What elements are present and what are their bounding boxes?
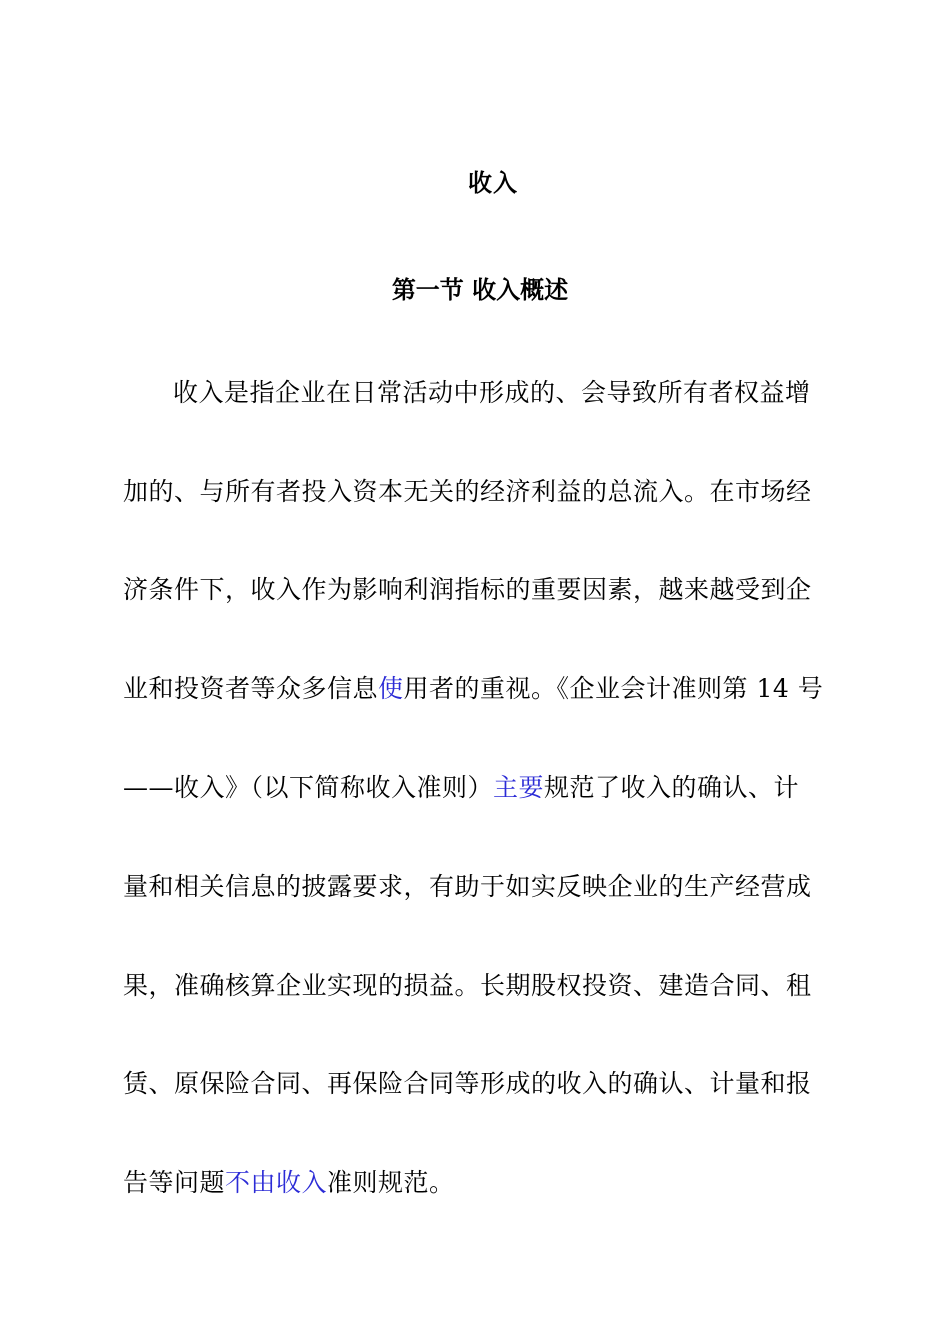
paragraph-line xyxy=(123,572,843,608)
text-segment: 量和相关信息的披露要求，有助于如实反映企业的生产经营成 xyxy=(123,872,812,901)
paragraph-line xyxy=(123,869,843,905)
text-segment: 业和投资者等众多信息 xyxy=(123,674,379,703)
text-segment: 用者的重视。《企业会计准则第 14 号 xyxy=(403,674,824,703)
text-segment: 济条件下，收入作为影响利润指标的重要因素，越来越受到企 xyxy=(123,575,812,604)
paragraph-line xyxy=(173,375,843,411)
text-segment: 准则规范。 xyxy=(327,1168,455,1197)
paragraph-line xyxy=(123,968,843,1004)
text-segment: 收入是指企业在日常活动中形成的、会导致所有者权益增 xyxy=(173,378,811,407)
text-segment: 果，准确核算企业实现的损益。长期股权投资、建造合同、租 xyxy=(123,971,812,1000)
document-title: 收入 xyxy=(468,169,518,197)
paragraph-line xyxy=(123,474,843,510)
text-segment: 加的、与所有者投入资本无关的经济利益的总流入。在市场经 xyxy=(123,477,812,506)
section-title: 第一节 收入概述 xyxy=(391,276,569,304)
paragraph-line xyxy=(123,1066,843,1102)
hyperlink-text[interactable]: 不由收入 xyxy=(225,1168,328,1197)
paragraph-line xyxy=(123,1165,843,1201)
text-segment: 赁、原保险合同、再保险合同等形成的收入的确认、计量和报 xyxy=(123,1069,812,1098)
paragraph-line xyxy=(123,770,843,806)
text-segment: 规范了收入的确认、计 xyxy=(544,773,800,802)
hyperlink-text[interactable]: 主要 xyxy=(493,773,545,802)
hyperlink-text[interactable]: 使 xyxy=(378,674,404,703)
paragraph-line xyxy=(123,671,843,707)
text-segment: ——收入》（以下简称收入准则） xyxy=(123,773,494,802)
text-segment: 告等问题 xyxy=(123,1168,226,1197)
